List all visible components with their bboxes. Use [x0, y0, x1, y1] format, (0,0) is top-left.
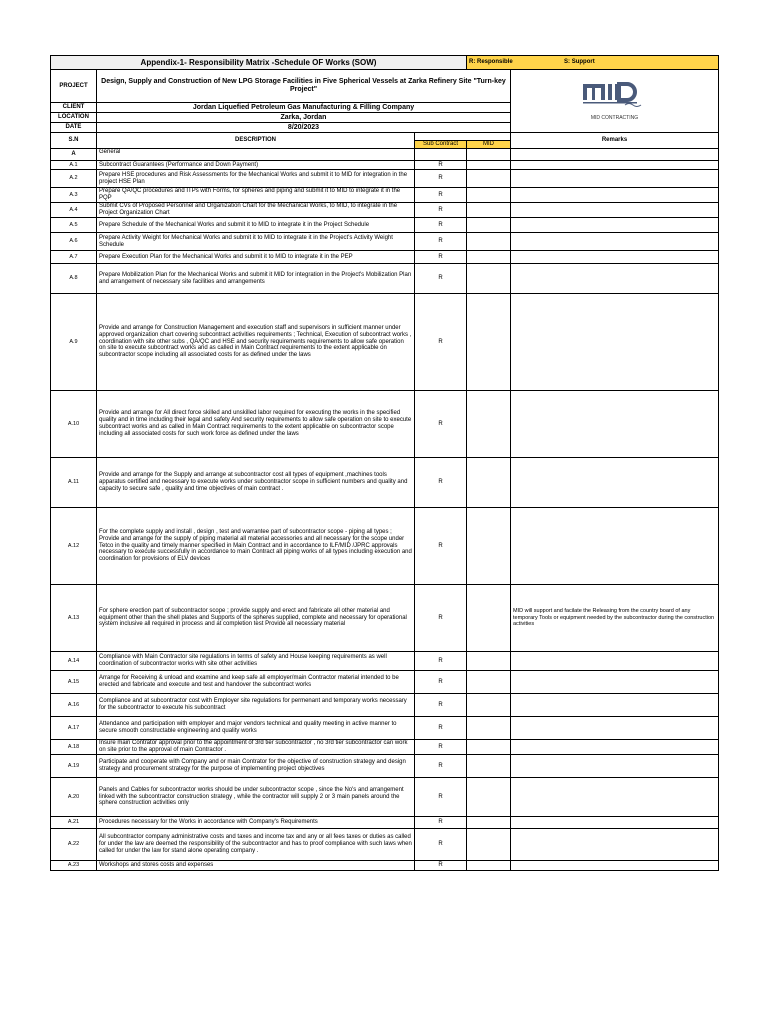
row-description: Attendance and participation with employer and major vendors technical and quality meeting in active manner to secure smooth constructable engineering and quality works — [97, 717, 415, 740]
row-sub-contract: R — [415, 264, 467, 294]
row-sub-contract: R — [415, 778, 467, 817]
col-header-mid: MID — [467, 141, 511, 149]
row-mid — [467, 170, 511, 188]
legend-responsible: R: Responsible — [469, 59, 513, 65]
row-sub-contract: R — [415, 458, 467, 508]
row-description: Compliance with Main Contractor site regulations in terms of safety and House keeping requirements as well coordination of subcontractor works with site other activities — [97, 652, 415, 671]
table-row — [51, 585, 719, 652]
row-description: Arrange for Receiving & unload and examine and keep safe all employer/main Contractor material intended to be erected and fabricate and execute and test and handover the subcontract works — [97, 671, 415, 694]
table-row — [51, 508, 719, 585]
row-mid — [467, 652, 511, 671]
row-description: For the complete supply and install , design , test and warrantee part of subcontractor scope - piping all types ; Provide and arrange for the supply of piping material all material accessories and all necessary for the scope under Tetco in the quality and timely manner specified in Main Contract and in accordance to ILF/MID /JPRC approvals necessary to execute successfully in accordance to main Contract all piping works of all types including execution and coordination for provisions of ELV devices — [97, 508, 415, 585]
table-row — [51, 458, 719, 508]
row-sn: A.23 — [51, 861, 97, 871]
row-remarks — [511, 652, 719, 671]
row-sn: A.16 — [51, 694, 97, 717]
row-description: Procedures necessary for the Works in accordance with Company's Requirements — [97, 817, 415, 829]
row-sn: A.22 — [51, 829, 97, 861]
row-remarks — [511, 829, 719, 861]
row-sub-contract: R — [415, 585, 467, 652]
col-header-remarks: Remarks — [511, 133, 719, 149]
row-sn: A.7 — [51, 251, 97, 264]
row-description: Submit CVs of Proposed Personnel and Organization Chart for the Mechanical Works, to MID, to integrate in the Project Organization Chart — [97, 203, 415, 218]
row-mid — [467, 188, 511, 203]
row-description: Prepare HSE procedures and Risk Assessments for the Mechanical Works and submit it to MID for integration in the project HSE Plan — [97, 170, 415, 188]
row-sub-contract: R — [415, 203, 467, 218]
row-remarks — [511, 170, 719, 188]
row-sn: A.19 — [51, 755, 97, 778]
row-sn: A.15 — [51, 671, 97, 694]
row-description: Participate and cooperate with Company and or main Contrator for the objective of construction strategy and design strategy and procurement strategy for the purpose of implementing project objectives — [97, 755, 415, 778]
row-description: Provide and arrange for All direct force skilled and unskilled labor required for executing the works in the specified quality and in time including their legal and safety And security requirements to allow safe operation on site to execute subcontract works and as called in Main Contract requirements to the extent applicable on subcontractor scope including all associated costs for such work force as defined under the laws — [97, 391, 415, 458]
table-row — [51, 391, 719, 458]
section-row — [51, 149, 719, 161]
row-remarks — [511, 188, 719, 203]
row-sub-contract: R — [415, 188, 467, 203]
row-description: Prepare QA/QC procedures and ITPs with Forms, for spheres and piping and submit it to MID to integrate it in the PQP — [97, 188, 415, 203]
table-row — [51, 203, 719, 218]
project-value: Design, Supply and Construction of New LPG Storage Facilities in Five Spherical Vessels at Zarka Refinery Site "Turn-key Project" — [97, 70, 511, 103]
location-label: LOCATION — [51, 113, 97, 123]
row-sn: A.2 — [51, 170, 97, 188]
row-sn: A.14 — [51, 652, 97, 671]
table-row — [51, 817, 719, 829]
row-mid — [467, 740, 511, 755]
row-mid — [467, 458, 511, 508]
project-label: PROJECT — [51, 70, 97, 103]
row-remarks — [511, 264, 719, 294]
col-header-sub-contract: Sub Contract — [415, 141, 467, 149]
row-sn: A.12 — [51, 508, 97, 585]
table-row — [51, 233, 719, 251]
row-sub-contract: R — [415, 717, 467, 740]
row-mid — [467, 817, 511, 829]
row-description: Compliance and at subcontractor cost with Employer site regulations for permenant and temporary works necessary for the subcontractor to execute his subcontract — [97, 694, 415, 717]
legend-cell — [467, 56, 719, 70]
row-sub-contract: R — [415, 251, 467, 264]
sheet-title: Appendix-1- Responsibility Matrix -Schedule OF Works (SOW) — [51, 56, 467, 70]
row-sub-contract: R — [415, 652, 467, 671]
row-mid — [467, 861, 511, 871]
row-mid — [467, 778, 511, 817]
table-row — [51, 829, 719, 861]
row-sub-contract: R — [415, 170, 467, 188]
row-description: Prepare Schedule of the Mechanical Works and submit it to MID to integrate it in the Project Schedule — [97, 218, 415, 233]
row-description: For sphere erection part of subcontractor scope ; provide supply and erect and fabricate all other material and equipment other than the shell plates and Supports of the spheres supplied, complete and necessary for operational system inclusive all required in process and at completion test Provide all necessary material — [97, 585, 415, 652]
title-row — [51, 56, 719, 70]
section-code: A — [51, 149, 97, 161]
table-row — [51, 188, 719, 203]
row-sn: A.4 — [51, 203, 97, 218]
table-row — [51, 694, 719, 717]
row-sn: A.20 — [51, 778, 97, 817]
table-row — [51, 717, 719, 740]
row-description: Subcontract Guarantees (Performance and Down Payment) — [97, 161, 415, 170]
row-sub-contract: R — [415, 817, 467, 829]
responsibility-matrix-table — [50, 55, 719, 871]
row-sub-contract: R — [415, 233, 467, 251]
row-sub-contract: R — [415, 755, 467, 778]
row-mid — [467, 508, 511, 585]
row-description: Provide and arrange for the Supply and arrange at subcontractor cost all types of equipment ,machines tools apparatus certified and necessary to execute works under subcontractor scope in sufficient numbers and quality and capacity to secure safe , quality and time objectives of main contract . — [97, 458, 415, 508]
client-value: Jordan Liquefied Petroleum Gas Manufacturing & Filling Company — [97, 103, 511, 113]
row-description: Workshops and stores costs and expenses — [97, 861, 415, 871]
table-row — [51, 264, 719, 294]
row-sn: A.8 — [51, 264, 97, 294]
row-mid — [467, 671, 511, 694]
row-remarks — [511, 161, 719, 170]
table-row — [51, 218, 719, 233]
row-sub-contract: R — [415, 740, 467, 755]
row-sn: A.17 — [51, 717, 97, 740]
row-sub-contract: R — [415, 294, 467, 391]
row-mid — [467, 251, 511, 264]
row-mid — [467, 203, 511, 218]
row-sn: A.18 — [51, 740, 97, 755]
row-sub-contract: R — [415, 161, 467, 170]
row-sub-contract: R — [415, 829, 467, 861]
logo-caption: MID CONTRACTING — [590, 115, 639, 121]
row-sn: A.11 — [51, 458, 97, 508]
row-mid — [467, 218, 511, 233]
row-sn: A.13 — [51, 585, 97, 652]
column-header-row-1 — [51, 133, 719, 141]
row-mid — [467, 391, 511, 458]
client-label: CLIENT — [51, 103, 97, 113]
row-mid — [467, 829, 511, 861]
row-sn: A.21 — [51, 817, 97, 829]
row-sn: A.6 — [51, 233, 97, 251]
row-mid — [467, 585, 511, 652]
col-header-sn: S.N — [51, 133, 97, 149]
row-remarks — [511, 203, 719, 218]
row-remarks — [511, 458, 719, 508]
row-sub-contract: R — [415, 694, 467, 717]
table-row — [51, 251, 719, 264]
row-description: Insure main Contrator approval prior to the appointment of 3rd tier subcontractor , no 3rd tier subcontractor can work on site prior to the approval of main Contractor . — [97, 740, 415, 755]
date-label: DATE — [51, 123, 97, 133]
legend-support: S: Support — [564, 59, 595, 65]
row-sn: A.9 — [51, 294, 97, 391]
row-sub-contract: R — [415, 671, 467, 694]
mid-logo-icon — [581, 80, 649, 112]
table-row — [51, 161, 719, 170]
row-remarks — [511, 861, 719, 871]
row-remarks — [511, 251, 719, 264]
row-remarks — [511, 778, 719, 817]
row-mid — [467, 161, 511, 170]
table-row — [51, 778, 719, 817]
table-row — [51, 652, 719, 671]
row-sn: A.10 — [51, 391, 97, 458]
row-sn: A.3 — [51, 188, 97, 203]
project-row — [51, 70, 719, 103]
row-remarks — [511, 717, 719, 740]
logo-cell — [511, 70, 719, 133]
row-sub-contract: R — [415, 218, 467, 233]
row-mid — [467, 717, 511, 740]
row-description: All subcontractor company administrative costs and taxes and income tax and any or all fees taxes or duties as called for under the law are deemed the responsibility of the subcontractor and has to proof compliance with such laws when called for under the law for stand alone operating company . — [97, 829, 415, 861]
row-description: Prepare Activity Weight for Mechanical Works and submit it to MID to integrate it in the Project's Activity Weight Schedule — [97, 233, 415, 251]
table-row — [51, 755, 719, 778]
row-remarks — [511, 671, 719, 694]
row-sn: A.5 — [51, 218, 97, 233]
row-remarks — [511, 740, 719, 755]
row-remarks — [511, 755, 719, 778]
responsibility-matrix-sheet — [50, 55, 718, 871]
table-row — [51, 294, 719, 391]
row-description: Provide and arrange for Construction Management and execution staff and supervisors in sufficient manner under approved organization chart covering subcontract activities requirements ; Technical, Execution of subcontract works , coordination with site other subs , QA/QC and HSE and security requirements requirements to allow safe operation on site to execute subcontract works and as called in Main Contract requirements to the extent applicable on subcontractor scope including all associated costs for as defined under the laws — [97, 294, 415, 391]
row-mid — [467, 264, 511, 294]
row-mid — [467, 694, 511, 717]
row-remarks — [511, 391, 719, 458]
row-remarks — [511, 694, 719, 717]
row-description: Prepare Mobilization Plan for the Mechanical Works and submit it MID for integration in the Project's Mobilization Plan and arrangement of necessary site facilities and arrangements — [97, 264, 415, 294]
table-row — [51, 671, 719, 694]
row-remarks: MID will support and facilate the Releasing from the country board of any temporary Tools or equipment needed by the subcontractor during the construction activities — [511, 585, 719, 652]
row-description: Prepare Execution Plan for the Mechanical Works and submit it to MID to integrate it in the PEP — [97, 251, 415, 264]
row-sn: A.1 — [51, 161, 97, 170]
row-remarks — [511, 817, 719, 829]
row-mid — [467, 755, 511, 778]
row-remarks — [511, 508, 719, 585]
location-value: Zarka, Jordan — [97, 113, 511, 123]
row-mid — [467, 294, 511, 391]
row-mid — [467, 233, 511, 251]
col-header-description: DESCRIPTION — [97, 133, 415, 149]
row-sub-contract: R — [415, 508, 467, 585]
row-remarks — [511, 233, 719, 251]
row-sub-contract: R — [415, 391, 467, 458]
table-row — [51, 861, 719, 871]
section-title: General — [97, 149, 415, 161]
row-sub-contract: R — [415, 861, 467, 871]
row-remarks — [511, 294, 719, 391]
mid-logo — [581, 80, 649, 122]
row-remarks — [511, 218, 719, 233]
row-description: Panels and Cables for subcontractor works should be under subcontractor scope , since the No's and arrangement linked with the subcontractor construction strategy , while the contractor will supply 2 or 3 main panels around the sphere construction activities only — [97, 778, 415, 817]
table-row — [51, 170, 719, 188]
date-value: 8/20/2023 — [97, 123, 511, 133]
col-header-responsibility — [415, 133, 511, 141]
table-row — [51, 740, 719, 755]
